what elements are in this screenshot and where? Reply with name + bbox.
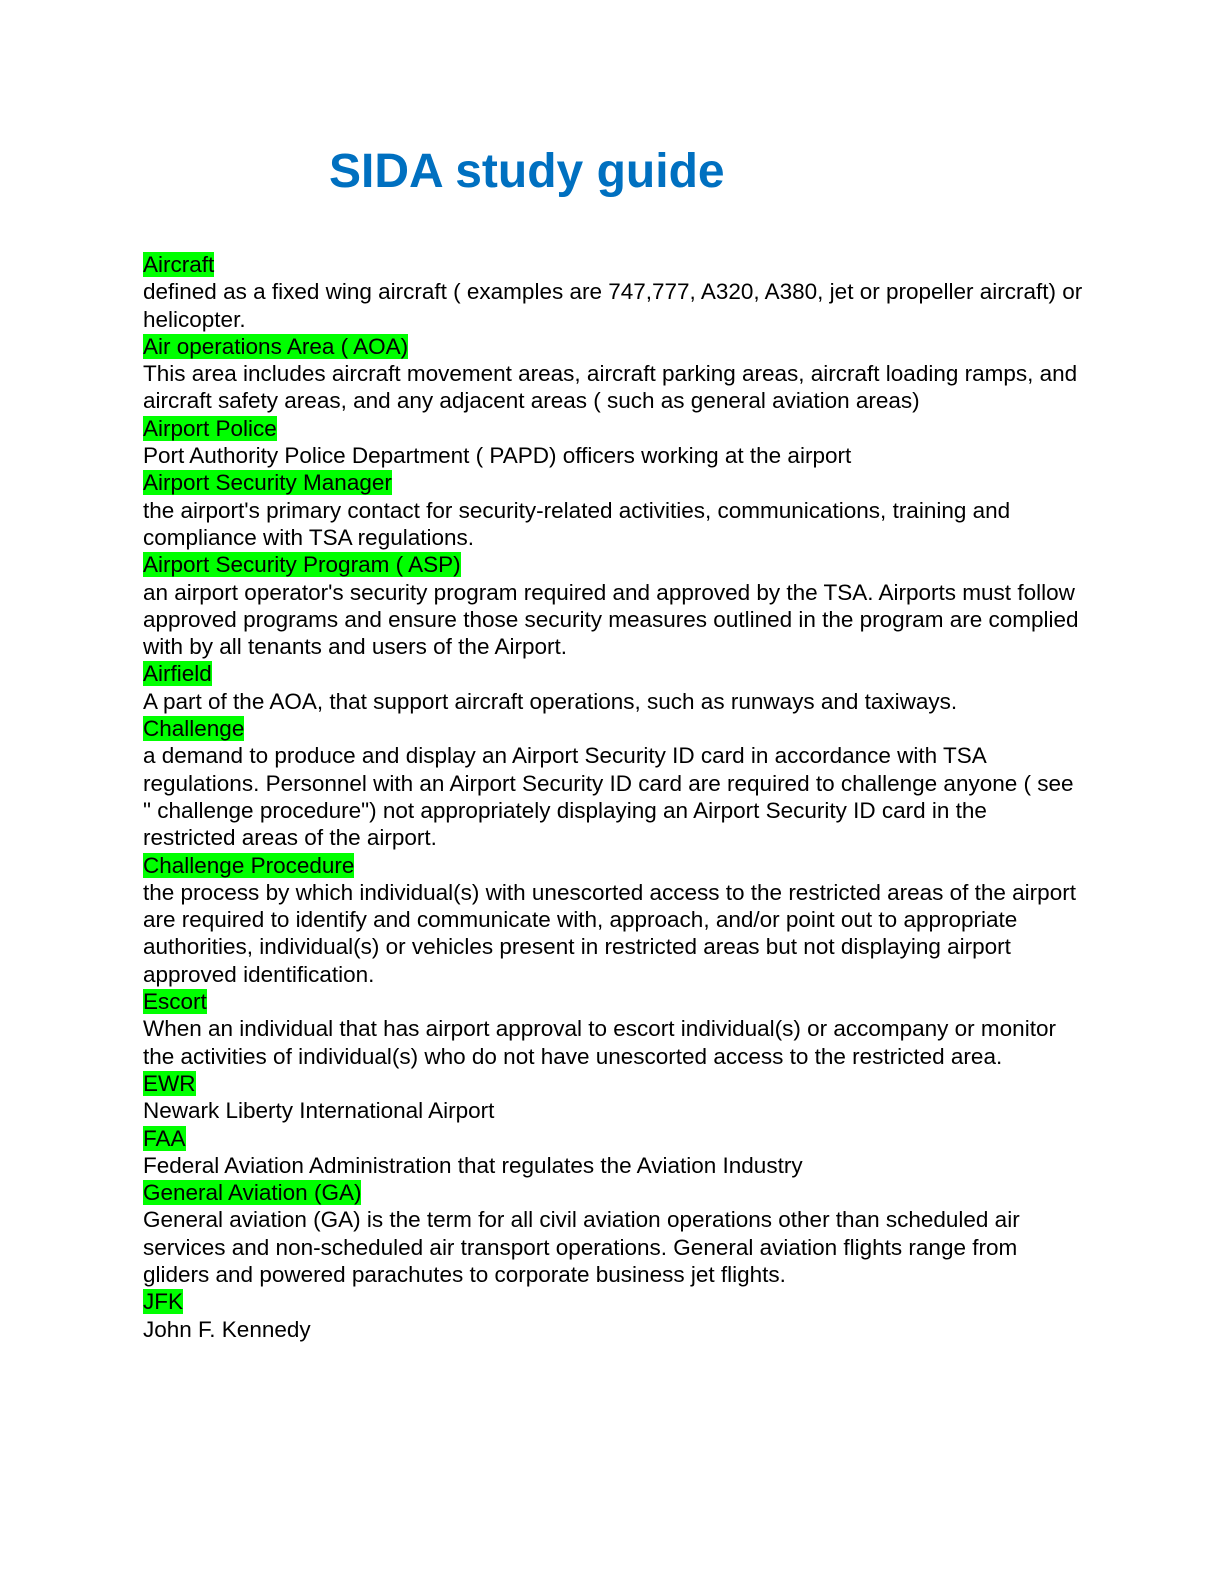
- glossary-entry-aoa: [143, 333, 1083, 415]
- term-definition: the airport's primary contact for security-related activities, communications, training and compliance with TSA regulations.: [143, 497, 1011, 550]
- term-definition: the process by which individual(s) with unescorted access to the restricted areas of the airport are required to identify and communicate with, approach, and/or point out to appropriate authorities, individual(s) or vehicles present in restricted areas but not displaying airport approved identification.: [143, 879, 1076, 987]
- term-definition: John F. Kennedy: [143, 1316, 311, 1342]
- term-highlight: Air operations Area ( AOA): [143, 333, 409, 359]
- glossary-entry-airport-security-manager: [143, 469, 1083, 551]
- glossary-entry-challenge-procedure: [143, 852, 1083, 988]
- glossary-entry-general-aviation: [143, 1179, 1083, 1288]
- glossary-list: [143, 251, 1083, 1343]
- glossary-entry-asp: [143, 551, 1083, 660]
- term-highlight: Airport Security Program ( ASP): [143, 552, 461, 578]
- term-definition: General aviation (GA) is the term for all civil aviation operations other than scheduled air services and non-scheduled air transport operations. General aviation flights range from gliders and powered parachutes to corporate business jet flights.: [143, 1207, 1020, 1287]
- glossary-entry-jfk: [143, 1288, 1083, 1343]
- term-definition: This area includes aircraft movement areas, aircraft parking areas, aircraft loading ramps, and aircraft safety areas, and any adjacent areas ( such as general aviation areas): [143, 361, 1078, 414]
- term-definition: Newark Liberty International Airport: [143, 1098, 495, 1124]
- term-definition: Federal Aviation Administration that regulates the Aviation Industry: [143, 1152, 803, 1178]
- term-highlight: Escort: [143, 989, 207, 1015]
- term-highlight: Airfield: [143, 661, 212, 687]
- term-definition: A part of the AOA, that support aircraft operations, such as runways and taxiways.: [143, 688, 958, 714]
- glossary-entry-aircraft: [143, 251, 1083, 333]
- page-title: SIDA study guide: [329, 145, 725, 198]
- glossary-entry-challenge: [143, 715, 1083, 851]
- term-highlight: Aircraft: [143, 252, 215, 277]
- glossary-entry-airfield: [143, 660, 1083, 715]
- term-highlight: General Aviation (GA): [143, 1180, 362, 1206]
- glossary-entry-ewr: [143, 1070, 1083, 1125]
- term-highlight: Airport Security Manager: [143, 470, 392, 496]
- term-highlight: JFK: [143, 1289, 184, 1315]
- term-definition: a demand to produce and display an Airport Security ID card in accordance with TSA regulations. Personnel with an Airport Security ID card are required to challenge anyone ( see " challenge procedure") not appropriately displaying an Airport Security ID card in the restricted areas of the airport.: [143, 743, 1074, 851]
- term-highlight: Challenge Procedure: [143, 852, 355, 878]
- glossary-entry-escort: [143, 988, 1083, 1070]
- term-definition: an airport operator's security program required and approved by the TSA. Airports must follow approved programs and ensure those security measures outlined in the program are complied with by all tenants and users of the Airport.: [143, 579, 1079, 660]
- term-definition: defined as a fixed wing aircraft ( examples are 747,777, A320, A380, jet or propeller aircraft) or helicopter.: [143, 279, 1083, 332]
- term-definition: When an individual that has airport approval to escort individual(s) or accompany or monitor the activities of individual(s) who do not have unescorted access to the restricted area.: [143, 1016, 1056, 1069]
- term-highlight: Challenge: [143, 716, 245, 742]
- glossary-entry-airport-police: [143, 415, 1083, 470]
- term-highlight: EWR: [143, 1070, 196, 1096]
- term-highlight: FAA: [143, 1125, 186, 1151]
- glossary-entry-faa: [143, 1125, 1083, 1180]
- term-highlight: Airport Police: [143, 415, 277, 441]
- term-definition: Port Authority Police Department ( PAPD) officers working at the airport: [143, 443, 852, 469]
